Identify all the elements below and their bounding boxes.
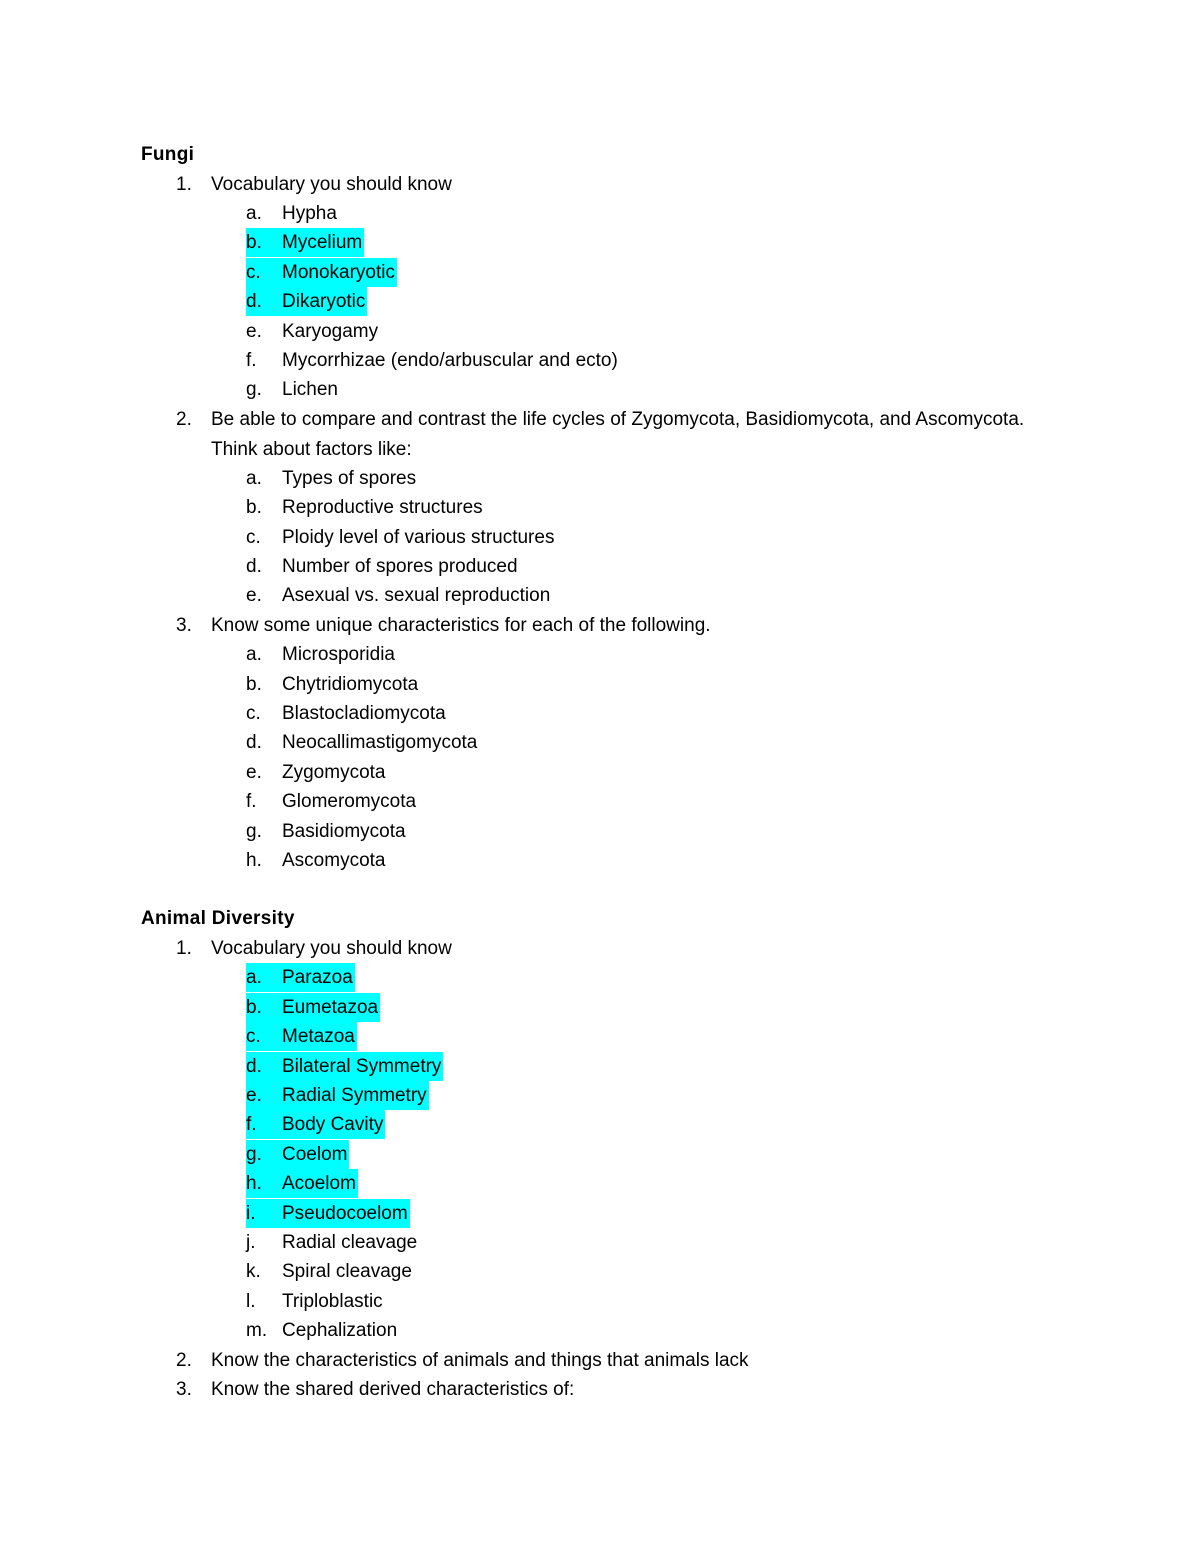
sub-item-label: Ascomycota: [282, 850, 386, 871]
sub-item-label: Cephalization: [282, 1320, 398, 1341]
item-number: 3.: [176, 615, 192, 636]
section-title-fungi: Fungi: [141, 144, 195, 165]
sub-item-label: Basidiomycota: [282, 821, 406, 842]
sub-item-letter: g.: [246, 821, 262, 842]
sub-item-letter: d.: [246, 556, 262, 577]
sub-item-label: Triploblastic: [282, 1291, 383, 1312]
sub-item-label: Dikaryotic: [282, 291, 366, 312]
sub-item-text: [246, 493, 485, 522]
sub-item-letter: e.: [246, 1085, 262, 1106]
item-text: Know the characteristics of animals and things that animals lack: [211, 1350, 749, 1371]
sub-item-letter: e.: [246, 321, 262, 342]
sub-item-label: Spiral cleavage: [282, 1261, 412, 1282]
sub-item-letter: m.: [246, 1320, 268, 1341]
sub-item-label: Reproductive structures: [282, 497, 483, 518]
sub-item-letter: l.: [246, 1291, 256, 1312]
sub-item-letter: a.: [246, 203, 262, 224]
sub-item-text: [246, 846, 387, 875]
sub-item-letter: d.: [246, 291, 262, 312]
sub-item-label: Neocallimastigomycota: [282, 732, 478, 753]
sub-item-letter: e.: [246, 585, 262, 606]
sub-item-label: Radial cleavage: [282, 1232, 418, 1253]
sub-item-label: Asexual vs. sexual reproduction: [282, 585, 551, 606]
sub-item-label: Metazoa: [282, 1026, 355, 1047]
item-number: 3.: [176, 1379, 192, 1400]
sub-item-text: [246, 552, 520, 581]
item-text: Vocabulary you should know: [211, 174, 452, 195]
sub-item-text: [246, 581, 552, 610]
item-text: Vocabulary you should know: [211, 938, 452, 959]
sub-item-letter: c.: [246, 262, 261, 283]
sub-item-text-highlighted: [246, 1169, 358, 1198]
sub-item-label: Chytridiomycota: [282, 674, 419, 695]
sub-item-text: [246, 523, 556, 552]
sub-item-text: [246, 199, 339, 228]
sub-item-text: [246, 1316, 399, 1345]
sub-item-label: Zygomycota: [282, 762, 386, 783]
sub-item-label: Coelom: [282, 1144, 348, 1165]
sub-item-letter: f.: [246, 1114, 257, 1135]
sub-item-letter: b.: [246, 497, 262, 518]
sub-item-letter: h.: [246, 850, 262, 871]
sub-item-label: Pseudocoelom: [282, 1203, 408, 1224]
sub-item-letter: b.: [246, 232, 262, 253]
sub-item-letter: c.: [246, 1026, 261, 1047]
sub-item-label: Glomeromycota: [282, 791, 417, 812]
sub-item-text-highlighted: [246, 1052, 443, 1081]
sub-item-label: Parazoa: [282, 967, 353, 988]
item-text: Know the shared derived characteristics of:: [211, 1379, 575, 1400]
sub-item-text: [246, 728, 479, 757]
sub-item-label: Mycelium: [282, 232, 363, 253]
sub-item-letter: i.: [246, 1203, 256, 1224]
sub-item-text: [246, 1228, 419, 1257]
sub-item-letter: b.: [246, 997, 262, 1018]
sub-item-text: [246, 346, 620, 375]
sub-item-letter: b.: [246, 674, 262, 695]
sub-item-label: Bilateral Symmetry: [282, 1056, 442, 1077]
sub-item-label: Ploidy level of various structures: [282, 527, 555, 548]
sub-item-label: Acoelom: [282, 1173, 356, 1194]
sub-item-letter: a.: [246, 644, 262, 665]
item-number: 2.: [176, 1350, 192, 1371]
sub-item-text-highlighted: [246, 1081, 429, 1110]
sub-item-letter: g.: [246, 1144, 262, 1165]
sub-item-text: [246, 375, 340, 404]
sub-item-text: [246, 1287, 385, 1316]
item-text: Be able to compare and contrast the life cycles of Zygomycota, Basidiomycota, and Ascomycota. Think about factors like:: [211, 409, 1025, 460]
sub-item-label: Body Cavity: [282, 1114, 384, 1135]
sub-item-label: Monokaryotic: [282, 262, 395, 283]
sub-item-text: [246, 758, 387, 787]
sub-item-text-highlighted: [246, 287, 367, 316]
sub-item-letter: a.: [246, 967, 262, 988]
item-text: Know some unique characteristics for each of the following.: [211, 615, 711, 636]
sub-item-letter: a.: [246, 468, 262, 489]
sub-item-text-highlighted: [246, 1110, 385, 1139]
sub-item-text-highlighted: [246, 1140, 349, 1169]
item-number: 1.: [176, 174, 192, 195]
sub-item-label: Types of spores: [282, 468, 417, 489]
sub-item-text-highlighted: [246, 993, 380, 1022]
item-number: 1.: [176, 938, 192, 959]
sub-item-letter: c.: [246, 703, 261, 724]
sub-item-text-highlighted: [246, 228, 364, 257]
sub-item-letter: f.: [246, 791, 257, 812]
sub-item-text: [246, 817, 408, 846]
sub-item-text: [246, 464, 418, 493]
sub-item-label: Lichen: [282, 379, 338, 400]
sub-item-letter: j.: [246, 1232, 256, 1253]
section-title-animal-diversity: Animal Diversity: [141, 908, 295, 929]
sub-item-text: [246, 317, 380, 346]
sub-item-letter: k.: [246, 1261, 261, 1282]
sub-item-text: [246, 1257, 414, 1286]
sub-item-label: Karyogamy: [282, 321, 379, 342]
item-number: 2.: [176, 409, 192, 430]
sub-item-text-highlighted: [246, 1199, 410, 1228]
sub-item-letter: h.: [246, 1173, 262, 1194]
sub-item-letter: d.: [246, 1056, 262, 1077]
sub-item-label: Number of spores produced: [282, 556, 518, 577]
sub-item-text: [246, 699, 448, 728]
sub-item-text-highlighted: [246, 258, 397, 287]
sub-item-label: Blastocladiomycota: [282, 703, 446, 724]
sub-item-text-highlighted: [246, 963, 355, 992]
sub-item-text-highlighted: [246, 1022, 357, 1051]
sub-item-label: Mycorrhizae (endo/arbuscular and ecto): [282, 350, 618, 371]
sub-item-label: Hypha: [282, 203, 337, 224]
sub-item-text: [246, 787, 418, 816]
sub-item-letter: e.: [246, 762, 262, 783]
sub-item-text: [246, 670, 420, 699]
sub-item-label: Microsporidia: [282, 644, 395, 665]
sub-item-text: [246, 640, 397, 669]
sub-item-letter: c.: [246, 527, 261, 548]
sub-item-letter: f.: [246, 350, 257, 371]
sub-item-label: Eumetazoa: [282, 997, 379, 1018]
sub-item-letter: g.: [246, 379, 262, 400]
sub-item-letter: d.: [246, 732, 262, 753]
sub-item-label: Radial Symmetry: [282, 1085, 427, 1106]
